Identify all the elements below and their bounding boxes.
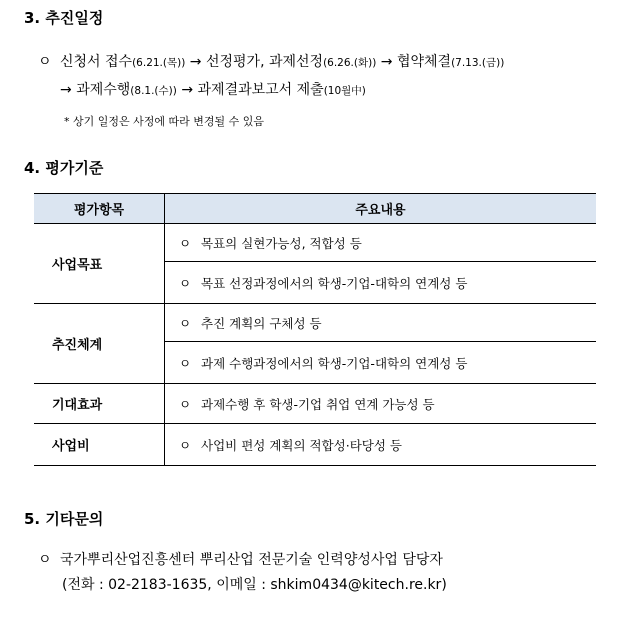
table-header-row [34, 194, 596, 224]
schedule-line-1 [38, 51, 504, 71]
item-business-goal: 사업목표 [34, 224, 165, 304]
content-text: 목표 선정과정에서의 학생-기업-대학의 연계성 등 [201, 275, 468, 291]
step-4-date: (8.1.(수)) [130, 85, 177, 97]
bullet-icon: ㅇ [179, 315, 192, 331]
bullet-icon: ㅇ [38, 552, 52, 568]
evaluation-table [34, 193, 596, 466]
bullet-icon: ㅇ [38, 54, 52, 70]
bullet-icon: ㅇ [179, 437, 192, 453]
table-row [34, 424, 596, 466]
step-4-label: 과제수행 [76, 82, 131, 98]
content-cell [165, 342, 597, 384]
step-2-label: 선정평가, 과제선정 [205, 54, 324, 70]
contact-text: 국가뿌리산업진흥센터 뿌리산업 전문기술 인력양성사업 담당자 [60, 552, 443, 568]
header-content: 주요내용 [165, 194, 597, 224]
content-text: 사업비 편성 계획의 적합성·타당성 등 [201, 437, 402, 453]
table-row [34, 384, 596, 424]
step-2-date: (6.26.(화)) [323, 57, 377, 69]
bullet-icon: ㅇ [179, 396, 192, 412]
item-budget: 사업비 [34, 424, 165, 466]
bullet-icon: ㅇ [179, 235, 192, 251]
arrow-icon: → [189, 54, 202, 70]
table-row [34, 224, 596, 262]
schedule-line-2 [60, 79, 366, 99]
step-3-date: (7.13.(금)) [451, 57, 505, 69]
content-cell [165, 224, 597, 262]
section5-heading: 5. 기타문의 [24, 510, 104, 528]
content-text: 과제수행 후 학생-기업 취업 연계 가능성 등 [201, 396, 435, 412]
contact-line [38, 549, 443, 569]
content-cell [165, 384, 597, 424]
section3-heading: 3. 추진일정 [24, 9, 104, 27]
schedule-note: * 상기 일정은 사정에 따라 변경될 수 있음 [64, 115, 264, 128]
step-1-date: (6.21.(목)) [132, 57, 186, 69]
item-promotion-system: 추진체계 [34, 304, 165, 384]
item-expected-effect: 기대효과 [34, 384, 165, 424]
content-text: 목표의 실현가능성, 적합성 등 [201, 235, 362, 251]
step-3-label: 협약체결 [396, 54, 452, 70]
section4-heading: 4. 평가기준 [24, 159, 104, 177]
table-row [34, 304, 596, 342]
content-text: 과제 수행과정에서의 학생-기업-대학의 연계성 등 [201, 355, 468, 371]
arrow-icon: → [60, 82, 72, 98]
step-5-label: 과제결과보고서 제출 [197, 82, 324, 98]
arrow-icon: → [380, 54, 393, 70]
step-5-date: (10월中) [323, 85, 366, 97]
content-cell [165, 304, 597, 342]
step-1-label: 신청서 접수 [60, 54, 133, 70]
bullet-icon: ㅇ [179, 275, 192, 291]
contact-details: (전화 : 02-2183-1635, 이메일 : shkim0434@kitech.re.kr) [62, 577, 447, 593]
content-cell [165, 262, 597, 304]
content-cell [165, 424, 597, 466]
arrow-icon: → [181, 82, 194, 98]
content-text: 추진 계획의 구체성 등 [201, 315, 322, 331]
bullet-icon: ㅇ [179, 355, 192, 371]
header-item: 평가항목 [34, 194, 165, 224]
